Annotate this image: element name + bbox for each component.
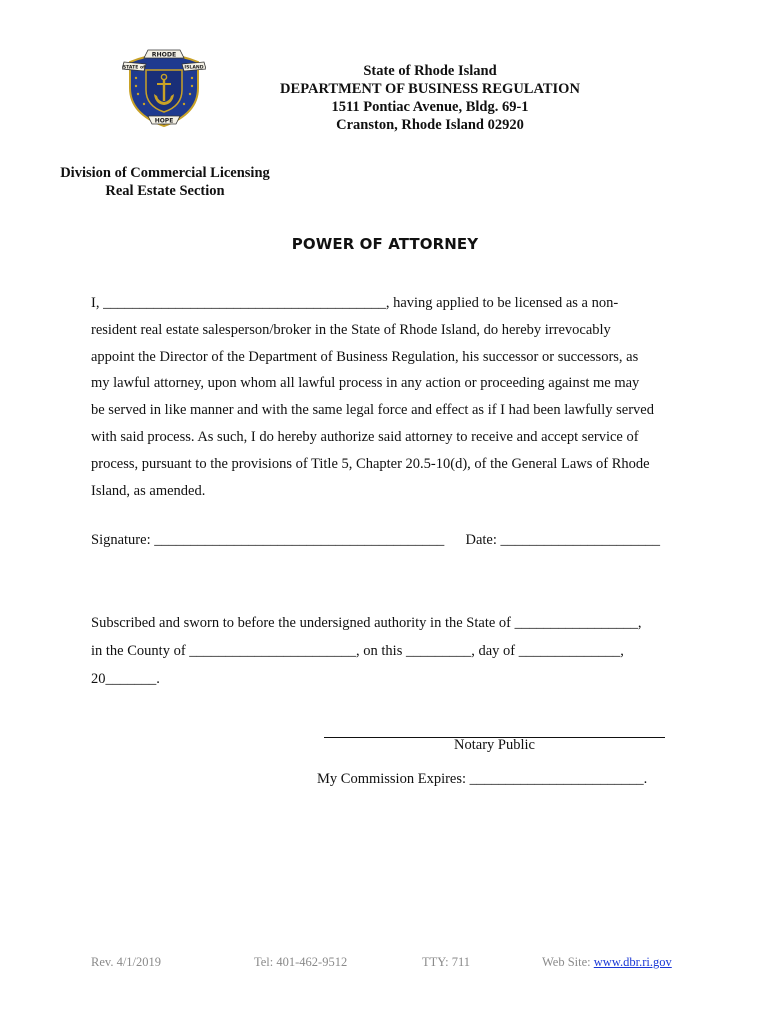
website-block — [542, 955, 672, 970]
seal-right-text: ISLAND — [184, 65, 204, 71]
acknowledgement-line[interactable]: 20_______. — [91, 671, 160, 687]
document-title: POWER OF ATTORNEY — [291, 235, 479, 253]
statement-line: with said process. As such, I do hereby authorize said attorney to receive and accept service of — [91, 428, 639, 445]
tty-number: TTY: 711 — [422, 955, 471, 969]
header-city: Cranston, Rhode Island 02920 — [336, 117, 524, 133]
signature-row — [91, 532, 691, 549]
header-state: State of Rhode Island — [363, 63, 497, 79]
statement-line: Island, as amended. — [91, 482, 206, 499]
statement-line: be served in like manner and with the same legal force and effect as if I had been lawfully served — [91, 402, 654, 419]
acknowledgement-line[interactable]: in the County of _______________________, on this _________, day of ______________, — [91, 643, 624, 659]
seal-top-text: RHODE — [151, 51, 177, 59]
statement-line: appoint the Director of the Department of Business Regulation, his successor or successors, as — [91, 348, 639, 365]
revision-date: Rev. 4/1/2019 — [91, 955, 162, 969]
division-block — [40, 164, 290, 200]
attorney-statement — [91, 290, 691, 504]
seal-left-text: STATE of — [122, 65, 146, 71]
statement-line: resident real estate salesperson/broker in the State of Rhode Island, do hereby irrevocably — [91, 321, 611, 338]
header-address: 1511 Pontiac Avenue, Bldg. 69-1 — [331, 99, 529, 115]
signature-field[interactable]: Signature: ________________________________________ — [91, 532, 445, 548]
website-label: Web Site: — [542, 955, 594, 969]
acknowledgement-line[interactable]: Subscribed and sworn to before the undersigned authority in the State of _________________, — [91, 615, 642, 631]
statement-line: my lawful attorney, upon whom all lawful process in any action or proceeding against me may — [91, 375, 640, 392]
statement-line: process, pursuant to the provisions of Title 5, Chapter 20.5-10(d), of the General Laws of Rhode — [91, 455, 650, 472]
website-link[interactable]: www.dbr.ri.gov — [593, 955, 672, 969]
statement-line: I, _______________________________________, having applied to be licensed as a non- — [91, 295, 619, 311]
notary-public-label: Notary Public — [454, 737, 535, 753]
division-name: Division of Commercial Licensing — [60, 165, 270, 181]
section-name: Real Estate Section — [105, 183, 225, 199]
telephone: Tel: 401-462-9512 — [254, 955, 348, 969]
notary-acknowledgement — [91, 609, 691, 693]
seal-bottom-text: HOPE — [154, 117, 174, 125]
department-header — [250, 62, 610, 134]
commission-expires-field[interactable]: My Commission Expires: ________________________. — [317, 771, 648, 787]
date-field[interactable]: Date: ______________________ — [465, 532, 661, 548]
header-department: DEPARTMENT OF BUSINESS REGULATION — [280, 81, 580, 97]
rhode-island-seal-icon — [122, 44, 206, 130]
